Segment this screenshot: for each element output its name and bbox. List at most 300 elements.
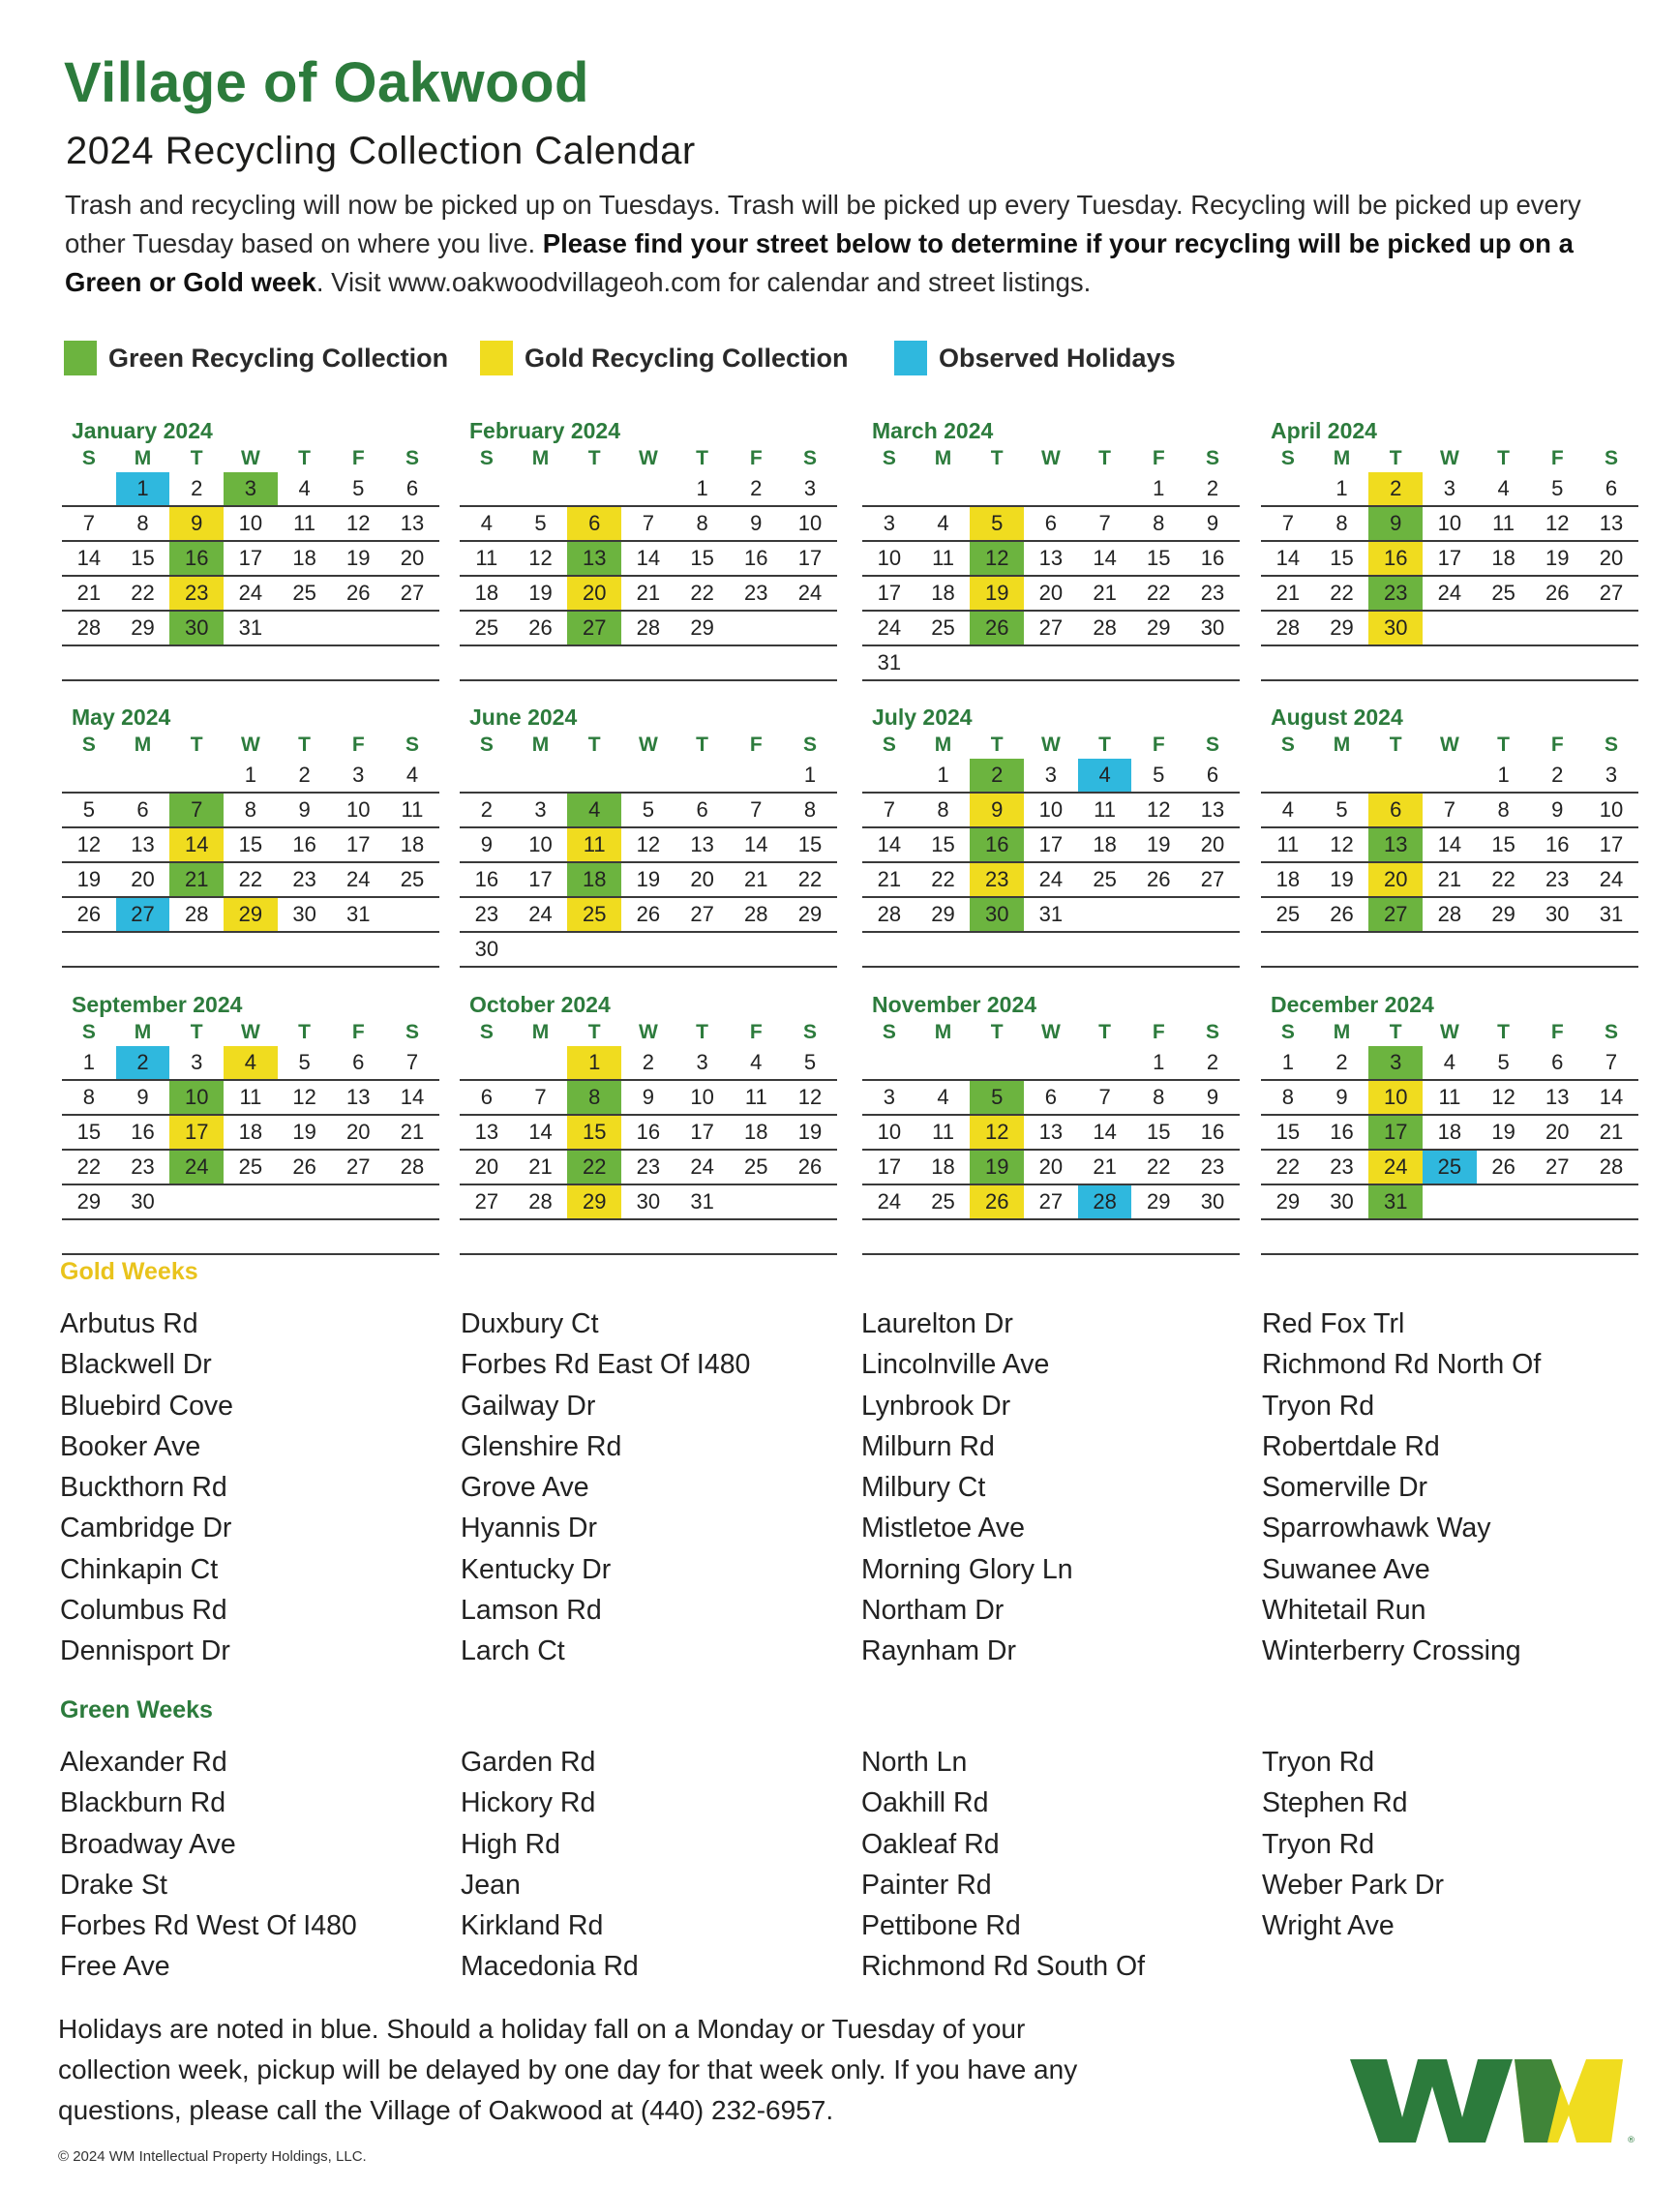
calendar-day: 16 bbox=[744, 546, 768, 570]
calendar-week bbox=[62, 1116, 439, 1151]
calendar-day: 25 bbox=[1423, 1151, 1477, 1184]
calendar-empty-cell bbox=[460, 1046, 514, 1079]
month-title: January 2024 bbox=[72, 418, 213, 443]
calendar-day: 11 bbox=[567, 828, 621, 861]
calendar-day: 6 bbox=[1551, 1050, 1564, 1074]
calendar-day: 19 bbox=[970, 577, 1024, 610]
calendar-empty-cell bbox=[621, 933, 675, 966]
calendar-day: 14 bbox=[1093, 1120, 1117, 1144]
calendar-week bbox=[862, 612, 1240, 646]
calendar-day: 23 bbox=[1545, 867, 1570, 891]
calendar-day: 19 bbox=[970, 1151, 1024, 1184]
calendar-day: 15 bbox=[131, 546, 155, 570]
calendar-day: 1 bbox=[244, 763, 257, 787]
weekday-header: W bbox=[1040, 734, 1061, 756]
street-name: Mistletoe Ave bbox=[861, 1513, 1025, 1544]
calendar-day: 15 bbox=[690, 546, 714, 570]
calendar-day: 7 bbox=[405, 1050, 419, 1074]
calendar-day: 2 bbox=[1206, 1050, 1219, 1074]
calendar-day: 14 bbox=[636, 546, 661, 570]
street-name: Morning Glory Ln bbox=[861, 1553, 1073, 1585]
calendar-day: 5 bbox=[970, 507, 1024, 540]
weekday-header: T bbox=[1389, 734, 1402, 756]
weekday-header: W bbox=[638, 734, 658, 756]
calendar-day: 3 bbox=[191, 1050, 203, 1074]
calendar-day: 13 bbox=[1200, 797, 1225, 822]
month-title: December 2024 bbox=[1271, 992, 1434, 1017]
calendar-empty-cell bbox=[1024, 472, 1078, 505]
calendar-day: 17 bbox=[528, 867, 553, 891]
weekday-header: M bbox=[531, 734, 550, 756]
calendar-day: 24 bbox=[528, 902, 553, 926]
calendar-day: 16 bbox=[1200, 1120, 1225, 1144]
calendar-empty-cell bbox=[460, 759, 514, 792]
calendar-day: 30 bbox=[970, 898, 1024, 931]
calendar-day: 24 bbox=[1368, 1151, 1423, 1184]
calendar-empty-cell bbox=[567, 759, 621, 792]
calendar-day: 6 bbox=[1044, 511, 1058, 535]
calendar-empty-cell bbox=[1584, 1185, 1638, 1218]
green-swatch bbox=[64, 341, 97, 375]
calendar-day: 30 bbox=[636, 1189, 661, 1214]
calendar-day: 16 bbox=[169, 542, 224, 575]
calendar-week bbox=[460, 794, 837, 828]
calendar-empty-cell bbox=[862, 759, 916, 792]
calendar-day: 22 bbox=[567, 1151, 621, 1184]
calendar-day: 10 bbox=[169, 1081, 224, 1114]
street-name: Dennisport Dr bbox=[60, 1635, 230, 1667]
calendar-empty-cell bbox=[916, 1046, 971, 1079]
street-name: Oakleaf Rd bbox=[861, 1828, 1000, 1860]
weekday-header: T bbox=[1389, 1021, 1402, 1043]
weekday-header: M bbox=[934, 1021, 952, 1043]
calendar-day: 15 bbox=[931, 832, 955, 856]
calendar-empty-cell bbox=[514, 933, 568, 966]
calendar-empty-cell bbox=[278, 1185, 332, 1218]
calendar-day: 4 bbox=[298, 476, 311, 500]
weekday-header: F bbox=[749, 447, 763, 469]
weekday-header: T bbox=[1098, 1021, 1111, 1043]
calendar-empty-cell bbox=[621, 472, 675, 505]
calendar-day: 30 bbox=[131, 1189, 155, 1214]
calendar-day: 20 bbox=[690, 867, 714, 891]
calendar-empty-cell bbox=[729, 933, 783, 966]
calendar-day: 15 bbox=[797, 832, 823, 856]
weekday-header: T bbox=[587, 734, 601, 756]
street-name: Tryon Rd bbox=[1262, 1390, 1375, 1422]
calendar-empty-cell bbox=[916, 646, 971, 679]
calendar-empty-cell bbox=[916, 472, 971, 505]
calendar-day: 16 bbox=[636, 1120, 661, 1144]
calendar-day: 14 bbox=[1437, 832, 1462, 856]
calendar-day: 9 bbox=[1335, 1085, 1348, 1109]
month-title: November 2024 bbox=[872, 992, 1037, 1017]
weekday-header: W bbox=[638, 1021, 658, 1043]
calendar-day: 14 bbox=[169, 828, 224, 861]
street-name: Richmond Rd South Of bbox=[861, 1951, 1146, 1983]
calendar-day: 1 bbox=[116, 472, 170, 505]
weekday-header: F bbox=[1152, 1021, 1165, 1043]
street-name: North Ln bbox=[861, 1747, 968, 1778]
calendar-week bbox=[460, 612, 837, 646]
street-name: Tryon Rd bbox=[1262, 1747, 1375, 1778]
calendar-day: 26 bbox=[1147, 867, 1171, 891]
calendar-day: 17 bbox=[877, 581, 902, 605]
street-name: Raynham Dr bbox=[861, 1635, 1016, 1667]
calendar-day: 22 bbox=[797, 867, 823, 891]
holiday-swatch bbox=[894, 341, 927, 375]
intro-text-bold: Please find your street below to determine if your recycling will be picked up on a Green or Gold week bbox=[65, 228, 1574, 297]
calendar-day: 11 bbox=[744, 1085, 767, 1109]
street-name: Booker Ave bbox=[60, 1430, 201, 1462]
calendar-day: 26 bbox=[797, 1154, 823, 1179]
calendar-day: 6 bbox=[696, 797, 708, 822]
calendar-day: 13 bbox=[131, 832, 155, 856]
street-name: Robertdale Rd bbox=[1262, 1430, 1440, 1462]
calendar-day: 29 bbox=[131, 615, 155, 640]
month-grid bbox=[62, 1019, 439, 1255]
calendar-week bbox=[862, 1116, 1240, 1151]
calendar-day: 16 bbox=[1368, 542, 1423, 575]
weekday-header: S bbox=[802, 734, 817, 756]
calendar-day: 15 bbox=[567, 1116, 621, 1149]
calendar-day: 9 bbox=[480, 832, 493, 856]
street-name: Alexander Rd bbox=[60, 1747, 227, 1778]
calendar-day: 8 bbox=[803, 797, 817, 822]
calendar-day: 13 bbox=[1038, 546, 1064, 570]
street-name: Arbutus Rd bbox=[60, 1308, 198, 1339]
street-name: Broadway Ave bbox=[60, 1828, 236, 1860]
calendar-day: 11 bbox=[475, 546, 498, 570]
calendar-day: 6 bbox=[480, 1085, 493, 1109]
calendar-day: 28 bbox=[1437, 902, 1462, 926]
calendar-day: 3 bbox=[803, 476, 817, 500]
calendar-day: 11 bbox=[293, 511, 316, 535]
calendar-week bbox=[1261, 577, 1638, 612]
calendar-day: 23 bbox=[1368, 577, 1423, 610]
copyright: © 2024 WM Intellectual Property Holdings, LLC. bbox=[58, 2148, 367, 2165]
calendar-week bbox=[62, 507, 439, 542]
calendar-week-blank bbox=[862, 1220, 1240, 1255]
calendar-empty-cell bbox=[331, 612, 385, 644]
calendar-empty-cell bbox=[1261, 472, 1315, 505]
calendar-empty-cell bbox=[278, 612, 332, 644]
month-title: April 2024 bbox=[1271, 418, 1377, 443]
intro-text-1: Trash and recycling will now be picked up on Tuesdays. Trash will be picked up every Tuesday. Recycling will be picked up every other Tuesday based on where you live. bbox=[65, 190, 1581, 258]
calendar-day: 12 bbox=[797, 1085, 823, 1109]
calendar-day: 18 bbox=[1275, 867, 1301, 891]
calendar-day: 23 bbox=[636, 1154, 661, 1179]
calendar-empty-cell bbox=[567, 472, 621, 505]
calendar-day: 28 bbox=[76, 615, 102, 640]
calendar-day: 19 bbox=[1545, 546, 1570, 570]
calendar-day: 3 bbox=[534, 797, 547, 822]
calendar-day: 8 bbox=[82, 1085, 95, 1109]
calendar-day: 13 bbox=[1368, 828, 1423, 861]
calendar-day: 5 bbox=[1497, 1050, 1510, 1074]
calendar-empty-cell bbox=[385, 898, 439, 931]
calendar-day: 1 bbox=[937, 763, 949, 787]
month-grid bbox=[1261, 732, 1638, 968]
calendar-day: 29 bbox=[76, 1189, 102, 1214]
calendar-day: 8 bbox=[1153, 511, 1165, 535]
green-weeks-title: Green Weeks bbox=[60, 1696, 213, 1723]
calendar-week bbox=[862, 1151, 1240, 1185]
calendar-day: 9 bbox=[1368, 507, 1423, 540]
calendar-week bbox=[1261, 1151, 1638, 1185]
weekday-header: F bbox=[1152, 734, 1165, 756]
calendar-week-blank bbox=[460, 646, 837, 681]
calendar-day: 18 bbox=[567, 863, 621, 896]
calendar-day: 5 bbox=[298, 1050, 311, 1074]
month-grid bbox=[62, 445, 439, 681]
legend-item-holiday bbox=[894, 341, 1176, 375]
street-name: Whitetail Run bbox=[1262, 1595, 1426, 1627]
weekday-header: F bbox=[351, 447, 365, 469]
calendar-week bbox=[1261, 794, 1638, 828]
street-name: Jean bbox=[461, 1869, 521, 1901]
calendar-week bbox=[460, 863, 837, 898]
calendar-day: 23 bbox=[744, 581, 768, 605]
calendar-day: 24 bbox=[238, 581, 263, 605]
calendar-day: 21 bbox=[169, 863, 224, 896]
calendar-day: 24 bbox=[1599, 867, 1624, 891]
gold-swatch bbox=[480, 341, 513, 375]
calendar-day: 29 bbox=[1147, 1189, 1171, 1214]
calendar-day: 30 bbox=[474, 937, 499, 961]
calendar-day: 27 bbox=[1545, 1154, 1570, 1179]
weekday-header: T bbox=[1497, 447, 1510, 469]
weekday-header: W bbox=[1439, 447, 1459, 469]
street-name: Macedonia Rd bbox=[461, 1951, 639, 1983]
calendar-day: 8 bbox=[1153, 1085, 1165, 1109]
calendar-day: 8 bbox=[244, 797, 257, 822]
calendar-week bbox=[460, 898, 837, 933]
calendar-day: 28 bbox=[1093, 615, 1117, 640]
calendar-day: 10 bbox=[877, 1120, 902, 1144]
intro-text-2: . Visit www.oakwoodvillageoh.com for calendar and street listings. bbox=[315, 267, 1092, 297]
calendar-week bbox=[862, 472, 1240, 507]
calendar-day: 29 bbox=[690, 615, 714, 640]
weekday-header: T bbox=[1497, 734, 1510, 756]
street-name: Suwanee Ave bbox=[1262, 1553, 1430, 1585]
calendar-day: 22 bbox=[931, 867, 955, 891]
calendar-empty-cell bbox=[783, 612, 837, 644]
weekday-header: W bbox=[1040, 1021, 1061, 1043]
weekday-header: M bbox=[134, 734, 152, 756]
calendar-day: 20 bbox=[131, 867, 155, 891]
calendar-week-blank bbox=[460, 1220, 837, 1255]
calendar-week bbox=[62, 542, 439, 577]
calendar-empty-cell bbox=[621, 759, 675, 792]
calendar-day: 18 bbox=[400, 832, 425, 856]
legend bbox=[0, 341, 1680, 379]
calendar-week bbox=[1261, 863, 1638, 898]
calendar-day: 20 bbox=[1038, 1154, 1064, 1179]
street-name: Sparrowhawk Way bbox=[1262, 1513, 1491, 1544]
weekday-header: W bbox=[1040, 447, 1061, 469]
calendar-day: 20 bbox=[1200, 832, 1225, 856]
calendar-day: 25 bbox=[744, 1154, 768, 1179]
calendar-day: 10 bbox=[1437, 511, 1462, 535]
calendar-day: 22 bbox=[238, 867, 263, 891]
calendar-day: 3 bbox=[1044, 763, 1058, 787]
street-name: Forbes Rd East Of I480 bbox=[461, 1349, 751, 1381]
month-title: October 2024 bbox=[469, 992, 611, 1017]
calendar-day: 20 bbox=[1545, 1120, 1570, 1144]
calendar-day: 18 bbox=[474, 581, 499, 605]
calendar-day: 18 bbox=[1093, 832, 1117, 856]
weekday-header: T bbox=[190, 734, 203, 756]
weekday-header: S bbox=[1604, 1021, 1618, 1043]
calendar-day: 12 bbox=[970, 1116, 1024, 1149]
calendar-day: 14 bbox=[877, 832, 902, 856]
calendar-day: 11 bbox=[239, 1085, 262, 1109]
calendar-day: 23 bbox=[1330, 1154, 1354, 1179]
calendar-empty-cell bbox=[567, 933, 621, 966]
calendar-day: 24 bbox=[797, 581, 823, 605]
calendar-day: 10 bbox=[1368, 1081, 1423, 1114]
calendar-day: 27 bbox=[1599, 581, 1624, 605]
calendar-empty-cell bbox=[1078, 472, 1132, 505]
street-name: Blackwell Dr bbox=[60, 1349, 212, 1381]
calendar-day: 21 bbox=[528, 1154, 553, 1179]
calendar-empty-cell bbox=[1423, 1185, 1477, 1218]
street-name: Lamson Rd bbox=[461, 1595, 602, 1627]
calendar-day: 25 bbox=[238, 1154, 263, 1179]
calendar-empty-cell bbox=[783, 933, 837, 966]
weekday-header: T bbox=[190, 1021, 203, 1043]
calendar-day: 8 bbox=[696, 511, 708, 535]
calendar-week bbox=[460, 507, 837, 542]
calendar-day: 11 bbox=[932, 1120, 954, 1144]
calendar-week bbox=[62, 472, 439, 507]
calendar-day: 30 bbox=[1330, 1189, 1354, 1214]
calendar-day: 23 bbox=[1200, 581, 1225, 605]
calendar-day: 20 bbox=[346, 1120, 371, 1144]
weekday-header: S bbox=[1205, 1021, 1219, 1043]
weekday-header: F bbox=[749, 1021, 763, 1043]
weekday-header: W bbox=[240, 734, 260, 756]
calendar-week bbox=[62, 898, 439, 933]
weekday-header: S bbox=[479, 1021, 494, 1043]
calendar-empty-cell bbox=[169, 759, 224, 792]
calendar-day: 14 bbox=[528, 1120, 553, 1144]
calendar-day: 6 bbox=[567, 507, 621, 540]
calendar-day: 11 bbox=[1492, 511, 1515, 535]
calendar-empty-cell bbox=[385, 1185, 439, 1218]
street-column bbox=[461, 1304, 848, 1672]
calendar-day: 14 bbox=[1275, 546, 1301, 570]
calendar-empty-cell bbox=[1477, 1185, 1531, 1218]
street-name: Lynbrook Dr bbox=[861, 1390, 1011, 1422]
calendar-day: 8 bbox=[1497, 797, 1510, 822]
calendar-day: 14 bbox=[1599, 1085, 1624, 1109]
calendar-day: 21 bbox=[744, 867, 768, 891]
calendar-empty-cell bbox=[62, 472, 116, 505]
calendar-day: 10 bbox=[797, 511, 823, 535]
calendar-day: 20 bbox=[400, 546, 425, 570]
calendar-day: 19 bbox=[797, 1120, 823, 1144]
calendar-day: 14 bbox=[744, 832, 768, 856]
calendar-day: 30 bbox=[292, 902, 316, 926]
calendar-day: 27 bbox=[1368, 898, 1423, 931]
calendar-day: 2 bbox=[480, 797, 493, 822]
calendar-week bbox=[62, 1046, 439, 1081]
calendar-week-blank bbox=[1261, 646, 1638, 681]
calendar-day: 27 bbox=[400, 581, 425, 605]
calendar-day: 15 bbox=[76, 1120, 102, 1144]
street-name: Richmond Rd North Of bbox=[1262, 1349, 1542, 1381]
page-subtitle: 2024 Recycling Collection Calendar bbox=[66, 130, 696, 172]
weekday-header: M bbox=[1333, 734, 1351, 756]
weekday-header: S bbox=[802, 447, 817, 469]
street-name: Duxbury Ct bbox=[461, 1308, 599, 1339]
calendar-day: 10 bbox=[1038, 797, 1064, 822]
calendar-day: 17 bbox=[877, 1154, 902, 1179]
weekday-header: S bbox=[882, 1021, 896, 1043]
street-name: Gailway Dr bbox=[461, 1390, 596, 1422]
calendar-week bbox=[862, 863, 1240, 898]
calendar-day: 7 bbox=[534, 1085, 547, 1109]
calendar-day: 22 bbox=[690, 581, 714, 605]
calendar-day: 12 bbox=[1147, 797, 1171, 822]
calendar-day: 6 bbox=[1044, 1085, 1058, 1109]
calendar-empty-cell bbox=[1530, 1185, 1584, 1218]
calendar-day: 30 bbox=[1200, 615, 1225, 640]
calendar-day: 2 bbox=[1335, 1050, 1348, 1074]
calendar-empty-cell bbox=[514, 472, 568, 505]
calendar-day: 9 bbox=[298, 797, 311, 822]
calendar-day: 26 bbox=[1491, 1154, 1515, 1179]
weekday-header: F bbox=[351, 1021, 365, 1043]
calendar-day: 1 bbox=[567, 1046, 621, 1079]
calendar-week bbox=[460, 933, 837, 968]
calendar-day: 20 bbox=[567, 577, 621, 610]
calendar-day: 26 bbox=[1545, 581, 1570, 605]
weekday-header: S bbox=[405, 447, 419, 469]
calendar-day: 19 bbox=[528, 581, 553, 605]
calendar-empty-cell bbox=[1185, 898, 1240, 931]
calendar-empty-cell bbox=[970, 1046, 1024, 1079]
calendar-day: 9 bbox=[169, 507, 224, 540]
calendar-day: 21 bbox=[1437, 867, 1462, 891]
calendar-week bbox=[460, 1116, 837, 1151]
calendar-day: 14 bbox=[1093, 546, 1117, 570]
calendar-day: 29 bbox=[567, 1185, 621, 1218]
calendar-day: 5 bbox=[803, 1050, 817, 1074]
weekday-header: M bbox=[531, 1021, 550, 1043]
street-name: Milburn Rd bbox=[861, 1430, 995, 1462]
calendar-week bbox=[1261, 1081, 1638, 1116]
street-column bbox=[861, 1304, 1248, 1672]
calendar-week-blank bbox=[1261, 933, 1638, 968]
calendar-day: 5 bbox=[970, 1081, 1024, 1114]
calendar-day: 15 bbox=[1330, 546, 1354, 570]
calendar-day: 25 bbox=[1275, 902, 1301, 926]
weekday-header: S bbox=[81, 447, 96, 469]
calendar-day: 21 bbox=[1599, 1120, 1624, 1144]
calendar-day: 11 bbox=[932, 546, 954, 570]
calendar-day: 24 bbox=[346, 867, 371, 891]
calendar-day: 21 bbox=[636, 581, 661, 605]
calendar-week bbox=[62, 1151, 439, 1185]
calendar-day: 11 bbox=[401, 797, 424, 822]
calendar-day: 23 bbox=[1200, 1154, 1225, 1179]
calendar-week bbox=[862, 794, 1240, 828]
calendar-day: 17 bbox=[1038, 832, 1064, 856]
calendar-day: 7 bbox=[82, 511, 95, 535]
